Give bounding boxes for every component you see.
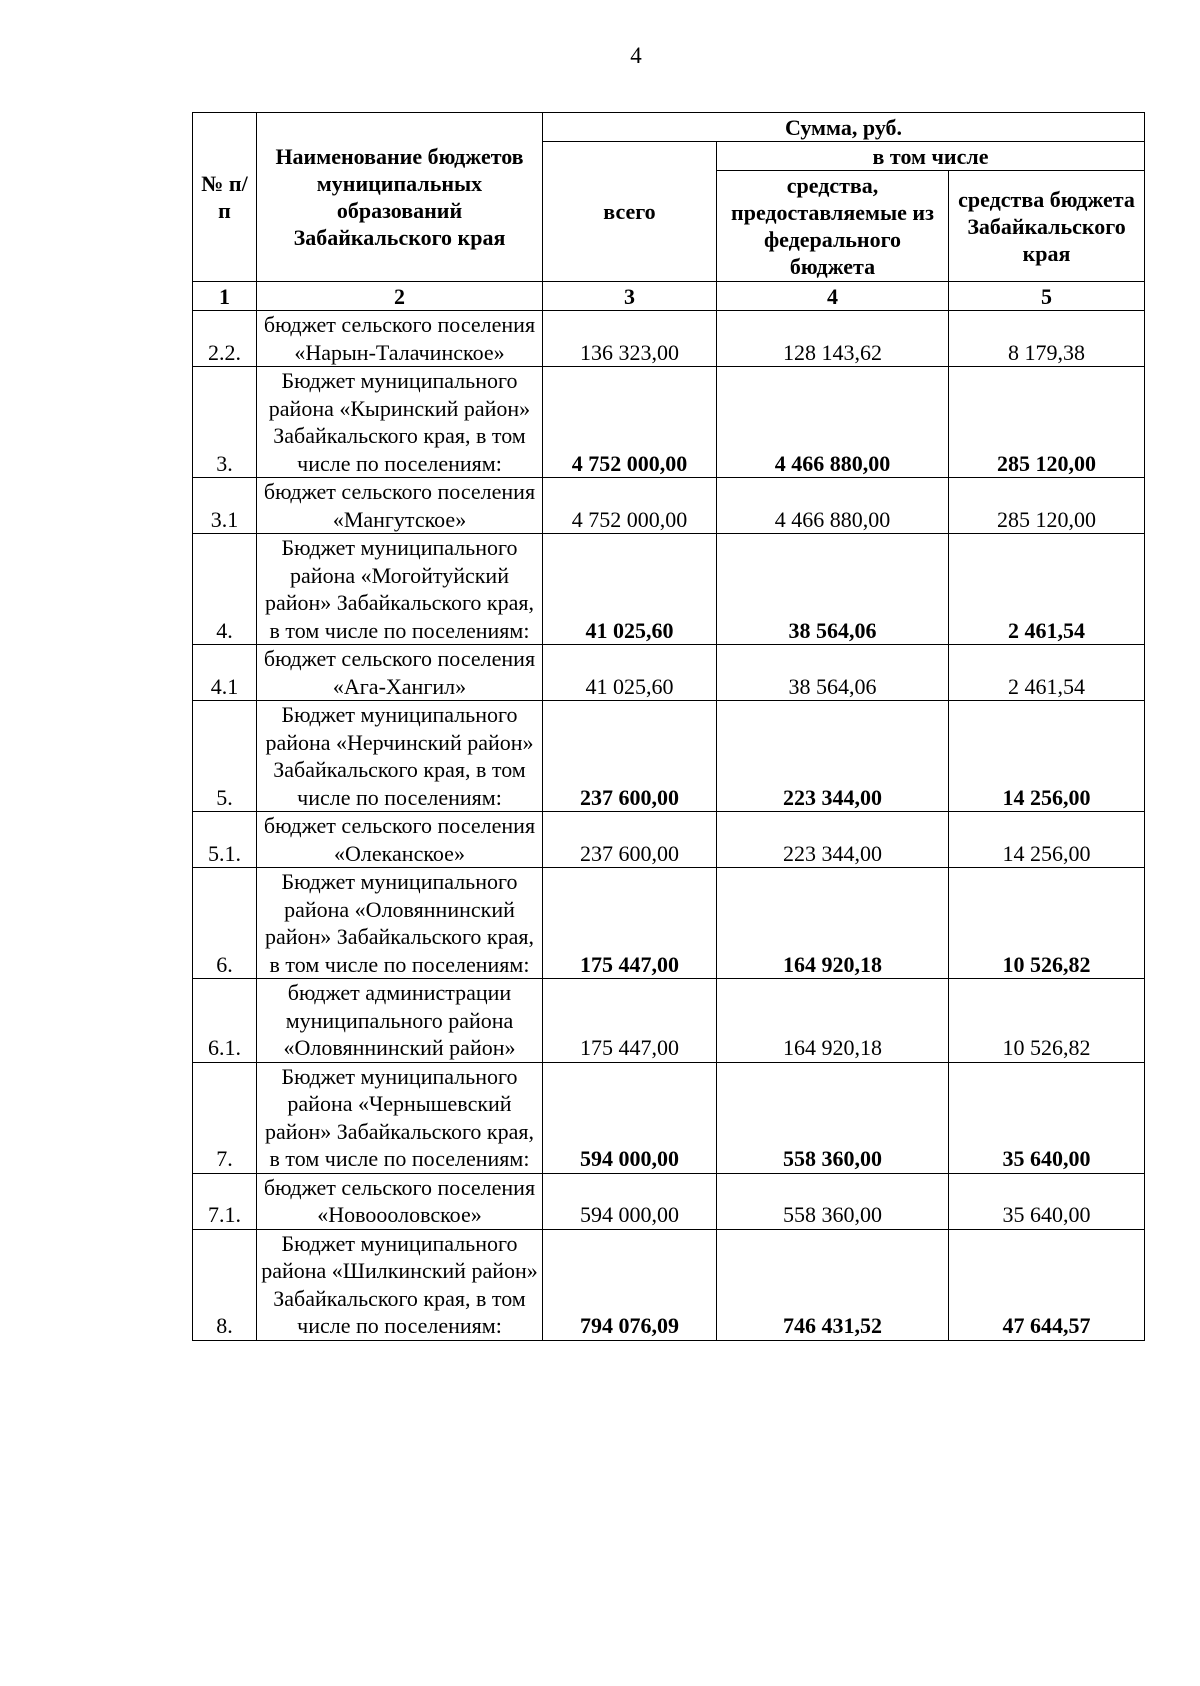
row-name: Бюджет муниципального района «Нерчинский район» Забайкальского края, в том числе по поселениям: [257, 701, 543, 812]
row-index: 5.1. [193, 812, 257, 868]
header-name: Наименование бюджетов муниципальных образований Забайкальского края [257, 113, 543, 282]
row-federal: 4 466 880,00 [717, 478, 949, 534]
row-index: 2.2. [193, 311, 257, 367]
row-federal: 38 564,06 [717, 645, 949, 701]
row-regional: 2 461,54 [949, 645, 1145, 701]
row-federal: 164 920,18 [717, 979, 949, 1063]
row-federal: 128 143,62 [717, 311, 949, 367]
table-row [193, 311, 1145, 367]
column-number: 3 [543, 282, 717, 311]
row-total: 175 447,00 [543, 868, 717, 979]
row-regional: 14 256,00 [949, 701, 1145, 812]
header-including: в том числе [717, 142, 1145, 171]
header-regional: средства бюджета Забайкальского края [949, 171, 1145, 282]
budget-table [192, 112, 1145, 1341]
row-index: 3.1 [193, 478, 257, 534]
row-index: 4. [193, 534, 257, 645]
header-sum: Сумма, руб. [543, 113, 1145, 142]
row-regional: 285 120,00 [949, 367, 1145, 478]
row-name: бюджет сельского поселения «Нарын-Талачинское» [257, 311, 543, 367]
column-number: 5 [949, 282, 1145, 311]
row-total: 794 076,09 [543, 1229, 717, 1340]
row-index: 7. [193, 1062, 257, 1173]
table-row [193, 1229, 1145, 1340]
table-row [193, 478, 1145, 534]
column-numbers-row [193, 282, 1145, 311]
row-name: бюджет сельского поселения «Мангутское» [257, 478, 543, 534]
table-row [193, 534, 1145, 645]
row-regional: 35 640,00 [949, 1062, 1145, 1173]
row-federal: 558 360,00 [717, 1062, 949, 1173]
row-total: 237 600,00 [543, 701, 717, 812]
row-total: 175 447,00 [543, 979, 717, 1063]
table-body [193, 311, 1145, 1341]
row-total: 41 025,60 [543, 534, 717, 645]
table-row [193, 1173, 1145, 1229]
row-regional: 10 526,82 [949, 979, 1145, 1063]
row-name: Бюджет муниципального района «Могойтуйский район» Забайкальского края, в том числе по поселениям: [257, 534, 543, 645]
row-name: Бюджет муниципального района «Шилкинский район» Забайкальского края, в том числе по поселениям: [257, 1229, 543, 1340]
row-federal: 38 564,06 [717, 534, 949, 645]
table-row [193, 979, 1145, 1063]
row-name: бюджет сельского поселения «Ага-Хангил» [257, 645, 543, 701]
table-header [193, 113, 1145, 311]
row-total: 594 000,00 [543, 1062, 717, 1173]
row-total: 594 000,00 [543, 1173, 717, 1229]
row-total: 136 323,00 [543, 311, 717, 367]
row-federal: 164 920,18 [717, 868, 949, 979]
row-total: 41 025,60 [543, 645, 717, 701]
table-row [193, 367, 1145, 478]
table-row [193, 1062, 1145, 1173]
table-row [193, 812, 1145, 868]
header-total: всего [543, 142, 717, 282]
column-number: 4 [717, 282, 949, 311]
table-row [193, 645, 1145, 701]
row-index: 6. [193, 868, 257, 979]
row-federal: 746 431,52 [717, 1229, 949, 1340]
column-number: 2 [257, 282, 543, 311]
row-index: 6.1. [193, 979, 257, 1063]
row-name: Бюджет муниципального района «Кыринский район» Забайкальского края, в том числе по поселениям: [257, 367, 543, 478]
row-regional: 10 526,82 [949, 868, 1145, 979]
table-row [193, 868, 1145, 979]
row-name: Бюджет муниципального района «Чернышевский район» Забайкальского края, в том числе по поселениям: [257, 1062, 543, 1173]
row-name: бюджет сельского поселения «Новоооловское» [257, 1173, 543, 1229]
row-total: 4 752 000,00 [543, 478, 717, 534]
row-index: 5. [193, 701, 257, 812]
page-number: 4 [630, 43, 642, 68]
row-federal: 223 344,00 [717, 812, 949, 868]
row-index: 3. [193, 367, 257, 478]
row-regional: 35 640,00 [949, 1173, 1145, 1229]
row-regional: 2 461,54 [949, 534, 1145, 645]
table-row [193, 701, 1145, 812]
header-index: № п/п [193, 113, 257, 282]
row-total: 4 752 000,00 [543, 367, 717, 478]
row-name: бюджет сельского поселения «Олеканское» [257, 812, 543, 868]
row-name: Бюджет муниципального района «Оловяннинский район» Забайкальского края, в том числе по поселениям: [257, 868, 543, 979]
row-name: бюджет администрации муниципального района «Оловяннинский район» [257, 979, 543, 1063]
row-regional: 14 256,00 [949, 812, 1145, 868]
row-regional: 285 120,00 [949, 478, 1145, 534]
row-regional: 8 179,38 [949, 311, 1145, 367]
row-index: 4.1 [193, 645, 257, 701]
header-federal: средства, предоставляемые из федерального бюджета [717, 171, 949, 282]
row-federal: 223 344,00 [717, 701, 949, 812]
row-index: 8. [193, 1229, 257, 1340]
row-regional: 47 644,57 [949, 1229, 1145, 1340]
row-total: 237 600,00 [543, 812, 717, 868]
column-number: 1 [193, 282, 257, 311]
row-federal: 4 466 880,00 [717, 367, 949, 478]
row-federal: 558 360,00 [717, 1173, 949, 1229]
row-index: 7.1. [193, 1173, 257, 1229]
